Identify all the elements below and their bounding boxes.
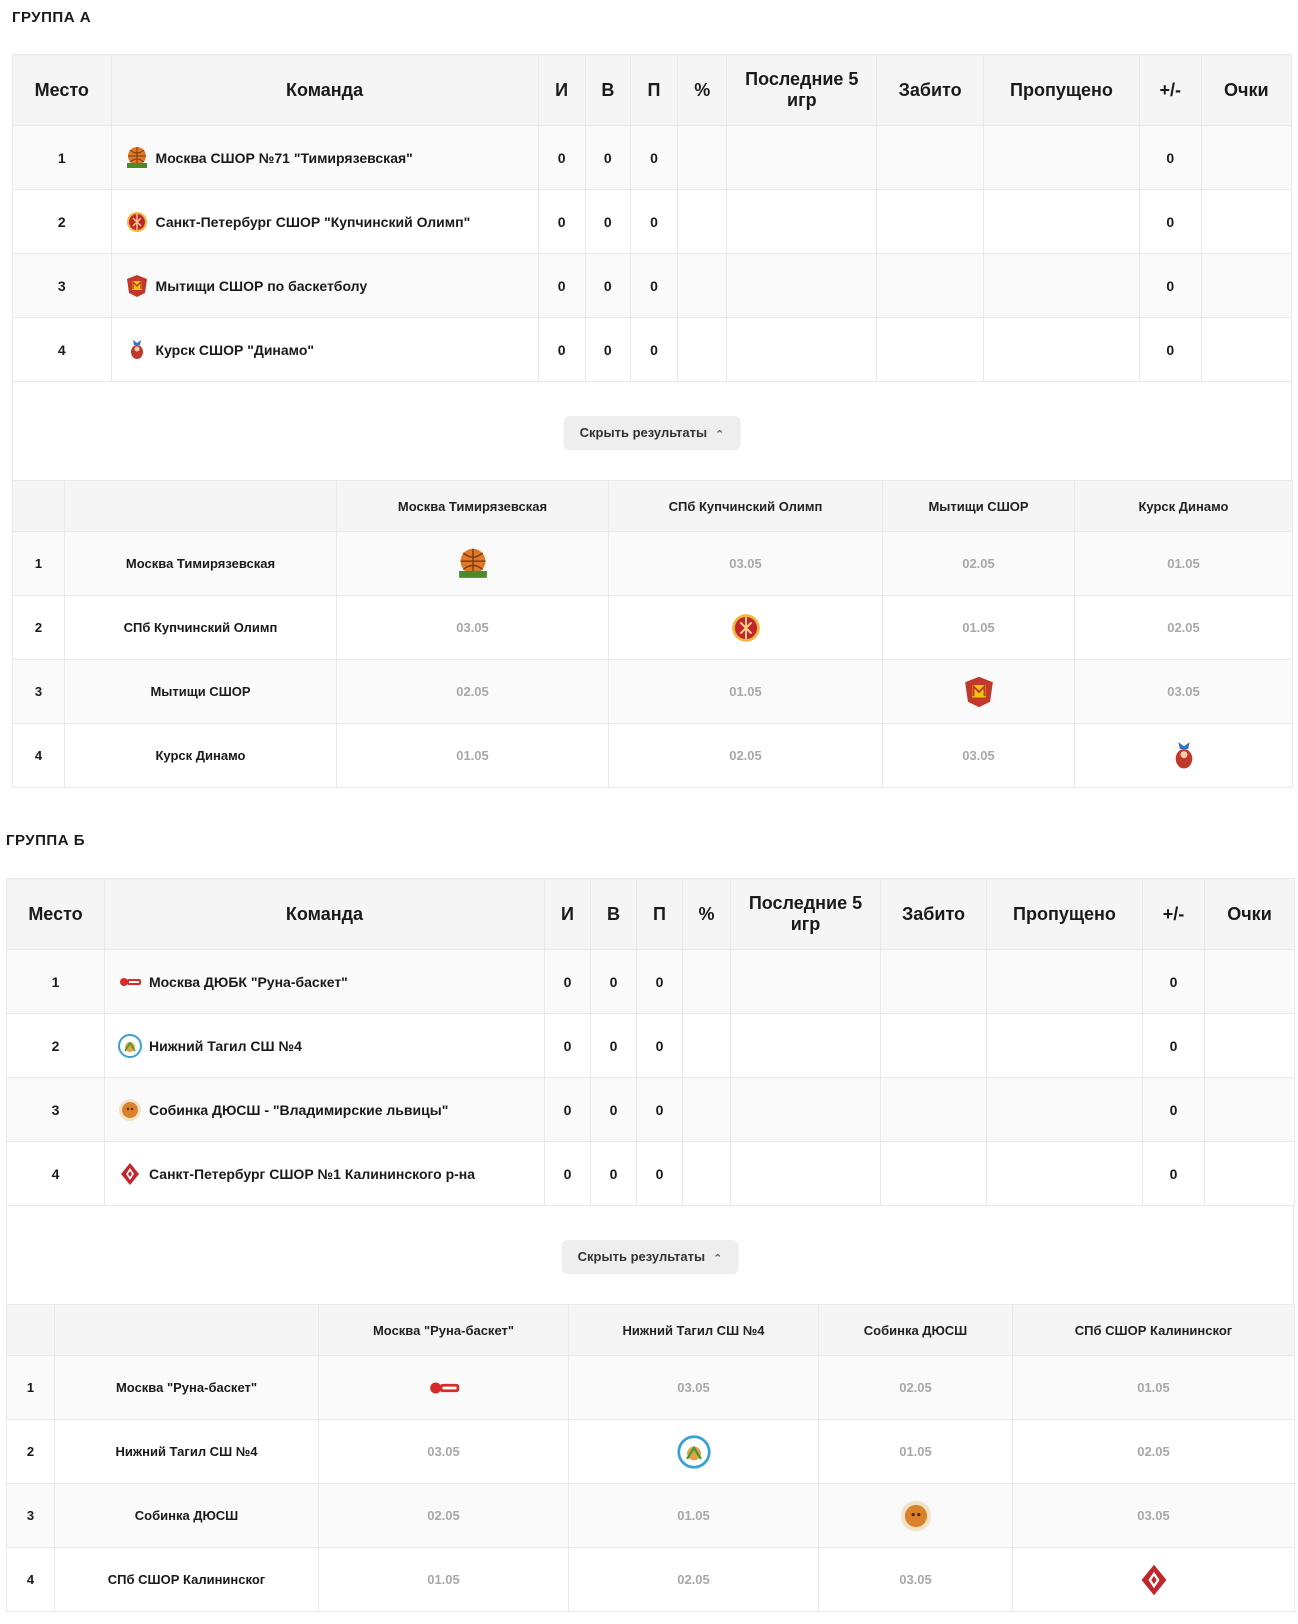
games-cell: 0 (545, 1078, 591, 1142)
group-a-results-matrix (12, 480, 1293, 788)
losses-cell: 0 (637, 1142, 683, 1206)
tagil-round-logo-icon (117, 1033, 143, 1059)
matrix-row (13, 532, 1293, 596)
scored-cell (881, 1142, 987, 1206)
hide-results-button[interactable] (562, 1240, 739, 1274)
header-losses[interactable]: П (630, 55, 677, 126)
m-crest-logo-icon (961, 674, 997, 710)
wins-cell: 0 (585, 318, 630, 382)
conceded-cell (983, 254, 1139, 318)
tagil-round-logo-icon (676, 1434, 712, 1470)
matrix-self-cell (609, 596, 883, 660)
place-cell: 1 (13, 126, 112, 190)
matrix-col-header: Собинка ДЮСШ (819, 1305, 1013, 1356)
team-name: Санкт-Петербург СШОР "Купчинский Олимп" (155, 213, 471, 230)
matrix-col-header: СПб Купчинский Олимп (609, 481, 883, 532)
scored-cell (877, 318, 984, 382)
points-cell (1201, 190, 1291, 254)
chevron-up-icon: ⌃ (713, 1252, 723, 1265)
points-cell (1201, 254, 1291, 318)
last5-cell (731, 1014, 881, 1078)
diff-cell: 0 (1140, 126, 1202, 190)
diff-cell: 0 (1143, 1142, 1205, 1206)
scored-cell (881, 1014, 987, 1078)
basketball-logo-icon (455, 546, 491, 582)
group-b-toggle-area (6, 1206, 1294, 1304)
matrix-row-num: 3 (13, 660, 65, 724)
matrix-row-num: 1 (13, 532, 65, 596)
match-date-cell[interactable]: 03.05 (1075, 660, 1293, 724)
losses-cell: 0 (630, 190, 677, 254)
table-row (13, 126, 1292, 190)
header-conceded[interactable]: Пропущено (987, 879, 1143, 950)
standings-header-row (7, 879, 1295, 950)
group-b-section (6, 822, 1294, 1612)
dynamo-mascot-logo-icon (1166, 738, 1202, 774)
losses-cell: 0 (637, 950, 683, 1014)
scored-cell (881, 950, 987, 1014)
matrix-corner (13, 481, 65, 532)
header-last5[interactable]: Последние 5 игр (731, 879, 881, 950)
games-cell: 0 (545, 1014, 591, 1078)
place-cell: 2 (13, 190, 112, 254)
percent-cell (678, 318, 727, 382)
matrix-row (7, 1548, 1295, 1612)
matrix-row (13, 660, 1293, 724)
matrix-row-num: 3 (7, 1484, 55, 1548)
torch-shield-logo-icon (124, 209, 150, 235)
hide-results-button[interactable] (564, 416, 741, 450)
header-team[interactable]: Команда (105, 879, 545, 950)
place-cell: 2 (7, 1014, 105, 1078)
matrix-row (7, 1420, 1295, 1484)
match-date-cell[interactable]: 02.05 (337, 660, 609, 724)
matrix-row (13, 596, 1293, 660)
last5-cell (727, 318, 877, 382)
group-b-standings-table (6, 878, 1295, 1206)
conceded-cell (983, 190, 1139, 254)
matrix-col-header: Нижний Тагил СШ №4 (569, 1305, 819, 1356)
matrix-header-row (7, 1305, 1295, 1356)
standings-header-row (13, 55, 1292, 126)
wins-cell: 0 (591, 1078, 637, 1142)
matrix-self-cell (819, 1484, 1013, 1548)
team-name: Москва ДЮБК "Руна-баскет" (149, 973, 348, 990)
team-name: Курск СШОР "Динамо" (155, 341, 315, 358)
games-cell: 0 (538, 126, 585, 190)
header-place[interactable]: Место (7, 879, 105, 950)
conceded-cell (983, 126, 1139, 190)
header-place[interactable]: Место (13, 55, 112, 126)
place-cell: 4 (7, 1142, 105, 1206)
matrix-row-num: 1 (7, 1356, 55, 1420)
scored-cell (877, 126, 984, 190)
match-date-cell[interactable]: 01.05 (1013, 1356, 1295, 1420)
matrix-row (7, 1356, 1295, 1420)
m-crest-logo-icon (124, 273, 150, 299)
basketball-logo-icon (124, 145, 150, 171)
matrix-col-header: Мытищи СШОР (883, 481, 1075, 532)
diff-cell: 0 (1140, 254, 1202, 318)
diff-cell: 0 (1140, 190, 1202, 254)
wins-cell: 0 (591, 1014, 637, 1078)
match-date-cell[interactable]: 01.05 (337, 724, 609, 788)
group-a-toggle-area (12, 382, 1292, 480)
match-date-cell[interactable]: 03.05 (819, 1548, 1013, 1612)
header-scored[interactable]: Забито (881, 879, 987, 950)
losses-cell: 0 (637, 1078, 683, 1142)
conceded-cell (983, 318, 1139, 382)
points-cell (1205, 950, 1295, 1014)
team-cell[interactable] (105, 950, 545, 1014)
last5-cell (731, 1142, 881, 1206)
percent-cell (678, 126, 727, 190)
group-a-standings-table (12, 54, 1292, 382)
matrix-row-name: Москва "Руна-баскет" (55, 1356, 319, 1420)
hide-results-label: Скрыть результаты (577, 1249, 706, 1265)
header-percent[interactable]: % (678, 55, 727, 126)
matrix-col-header: Москва Тимирязевская (337, 481, 609, 532)
matrix-row-num: 4 (7, 1548, 55, 1612)
games-cell: 0 (538, 190, 585, 254)
match-date-cell[interactable]: 03.05 (1013, 1484, 1295, 1548)
match-date-cell[interactable]: 01.05 (319, 1548, 569, 1612)
losses-cell: 0 (630, 254, 677, 318)
team-cell[interactable] (111, 254, 538, 318)
match-date-cell[interactable]: 01.05 (883, 596, 1075, 660)
games-cell: 0 (545, 1142, 591, 1206)
points-cell (1201, 126, 1291, 190)
last5-cell (727, 190, 877, 254)
diff-cell: 0 (1140, 318, 1202, 382)
table-row (7, 1142, 1295, 1206)
team-name: Собинка ДЮСШ - "Владимирские львицы" (149, 1101, 449, 1118)
match-date-cell[interactable]: 02.05 (883, 532, 1075, 596)
diff-cell: 0 (1143, 1078, 1205, 1142)
matrix-row-name: Курск Динамо (65, 724, 337, 788)
place-cell: 3 (7, 1078, 105, 1142)
hide-results-label: Скрыть результаты (579, 425, 708, 441)
chevron-up-icon: ⌃ (715, 428, 725, 441)
table-row (7, 950, 1295, 1014)
points-cell (1205, 1078, 1295, 1142)
table-row (13, 318, 1292, 382)
header-wins[interactable]: В (591, 879, 637, 950)
match-date-cell[interactable]: 02.05 (819, 1356, 1013, 1420)
losses-cell: 0 (637, 1014, 683, 1078)
place-cell: 4 (13, 318, 112, 382)
diff-cell: 0 (1143, 950, 1205, 1014)
matrix-col-header: Курск Динамо (1075, 481, 1293, 532)
dynamo-mascot-logo-icon (124, 337, 150, 363)
team-cell[interactable] (105, 1078, 545, 1142)
losses-cell: 0 (630, 318, 677, 382)
header-games[interactable]: И (545, 879, 591, 950)
last5-cell (727, 126, 877, 190)
matrix-row-name: Москва Тимирязевская (65, 532, 337, 596)
scored-cell (881, 1078, 987, 1142)
wins-cell: 0 (585, 254, 630, 318)
match-date-cell[interactable]: 02.05 (569, 1548, 819, 1612)
flame-logo-icon (1136, 1562, 1172, 1598)
wins-cell: 0 (585, 190, 630, 254)
table-row (13, 190, 1292, 254)
games-cell: 0 (545, 950, 591, 1014)
points-cell (1201, 318, 1291, 382)
matrix-self-cell (1013, 1548, 1295, 1612)
lioness-logo-icon (117, 1097, 143, 1123)
match-date-cell[interactable]: 02.05 (1075, 596, 1293, 660)
match-date-cell[interactable]: 02.05 (319, 1484, 569, 1548)
matrix-row-name: Нижний Тагил СШ №4 (55, 1420, 319, 1484)
matrix-self-cell (883, 660, 1075, 724)
games-cell: 0 (538, 254, 585, 318)
header-losses[interactable]: П (637, 879, 683, 950)
matrix-self-cell (569, 1420, 819, 1484)
matrix-row (7, 1484, 1295, 1548)
match-date-cell[interactable]: 01.05 (819, 1420, 1013, 1484)
percent-cell (678, 254, 727, 318)
runa-logo-icon (117, 969, 143, 995)
team-cell[interactable] (105, 1142, 545, 1206)
team-cell[interactable] (105, 1014, 545, 1078)
match-date-cell[interactable]: 03.05 (883, 724, 1075, 788)
last5-cell (731, 1078, 881, 1142)
match-date-cell[interactable]: 03.05 (569, 1356, 819, 1420)
place-cell: 1 (7, 950, 105, 1014)
scored-cell (877, 190, 984, 254)
games-cell: 0 (538, 318, 585, 382)
matrix-row (13, 724, 1293, 788)
matrix-row-num: 4 (13, 724, 65, 788)
conceded-cell (987, 1014, 1143, 1078)
place-cell: 3 (13, 254, 112, 318)
header-diff[interactable]: +/- (1140, 55, 1202, 126)
header-scored[interactable]: Забито (877, 55, 984, 126)
table-row (7, 1078, 1295, 1142)
matrix-row-name: Мытищи СШОР (65, 660, 337, 724)
matrix-self-cell (337, 532, 609, 596)
conceded-cell (987, 1142, 1143, 1206)
diff-cell: 0 (1143, 1014, 1205, 1078)
header-last5[interactable]: Последние 5 игр (727, 55, 877, 126)
matrix-col-header: Москва "Руна-баскет" (319, 1305, 569, 1356)
header-team[interactable]: Команда (111, 55, 538, 126)
matrix-col-header: СПб СШОР Калининског (1013, 1305, 1295, 1356)
team-name: Нижний Тагил СШ №4 (149, 1037, 302, 1054)
matrix-corner (7, 1305, 55, 1356)
percent-cell (683, 1142, 731, 1206)
team-name: Санкт-Петербург СШОР №1 Калининского р-на (149, 1165, 476, 1182)
match-date-cell[interactable]: 03.05 (609, 532, 883, 596)
match-date-cell[interactable]: 03.05 (337, 596, 609, 660)
match-date-cell[interactable]: 03.05 (319, 1420, 569, 1484)
scored-cell (877, 254, 984, 318)
wins-cell: 0 (585, 126, 630, 190)
match-date-cell[interactable]: 01.05 (569, 1484, 819, 1548)
percent-cell (683, 950, 731, 1014)
matrix-header-row (13, 481, 1293, 532)
points-cell (1205, 1014, 1295, 1078)
points-cell (1205, 1142, 1295, 1206)
header-conceded[interactable]: Пропущено (983, 55, 1139, 126)
team-name: Мытищи СШОР по баскетболу (155, 277, 368, 294)
header-percent[interactable]: % (683, 879, 731, 950)
conceded-cell (987, 1078, 1143, 1142)
matrix-corner-name (55, 1305, 319, 1356)
wins-cell: 0 (591, 950, 637, 1014)
matrix-self-cell (319, 1356, 569, 1420)
lioness-logo-icon (898, 1498, 934, 1534)
flame-logo-icon (117, 1161, 143, 1187)
conceded-cell (987, 950, 1143, 1014)
matrix-corner-name (65, 481, 337, 532)
matrix-row-name: Собинка ДЮСШ (55, 1484, 319, 1548)
team-name: Москва СШОР №71 "Тимирязевская" (155, 149, 413, 166)
group-a-title: ГРУППА А (12, 9, 92, 26)
header-wins[interactable]: В (585, 55, 630, 126)
matrix-row-num: 2 (13, 596, 65, 660)
losses-cell: 0 (630, 126, 677, 190)
percent-cell (678, 190, 727, 254)
matrix-row-name: СПб СШОР Калининског (55, 1548, 319, 1612)
header-diff[interactable]: +/- (1143, 879, 1205, 950)
match-date-cell[interactable]: 01.05 (1075, 532, 1293, 596)
percent-cell (683, 1014, 731, 1078)
percent-cell (683, 1078, 731, 1142)
table-row (13, 254, 1292, 318)
matrix-self-cell (1075, 724, 1293, 788)
matrix-row-num: 2 (7, 1420, 55, 1484)
match-date-cell[interactable]: 01.05 (609, 660, 883, 724)
header-games[interactable]: И (538, 55, 585, 126)
group-b-results-matrix (6, 1304, 1295, 1612)
torch-shield-logo-icon (728, 610, 764, 646)
last5-cell (731, 950, 881, 1014)
header-points[interactable]: Очки (1205, 879, 1295, 950)
header-points[interactable]: Очки (1201, 55, 1291, 126)
runa-logo-icon (426, 1370, 462, 1406)
match-date-cell[interactable]: 02.05 (1013, 1420, 1295, 1484)
matrix-row-name: СПб Купчинский Олимп (65, 596, 337, 660)
team-cell[interactable] (111, 318, 538, 382)
match-date-cell[interactable]: 02.05 (609, 724, 883, 788)
last5-cell (727, 254, 877, 318)
group-a-section (12, 0, 1292, 788)
group-b-title: ГРУППА Б (6, 832, 85, 849)
team-cell[interactable] (111, 190, 538, 254)
wins-cell: 0 (591, 1142, 637, 1206)
team-cell[interactable] (111, 126, 538, 190)
table-row (7, 1014, 1295, 1078)
